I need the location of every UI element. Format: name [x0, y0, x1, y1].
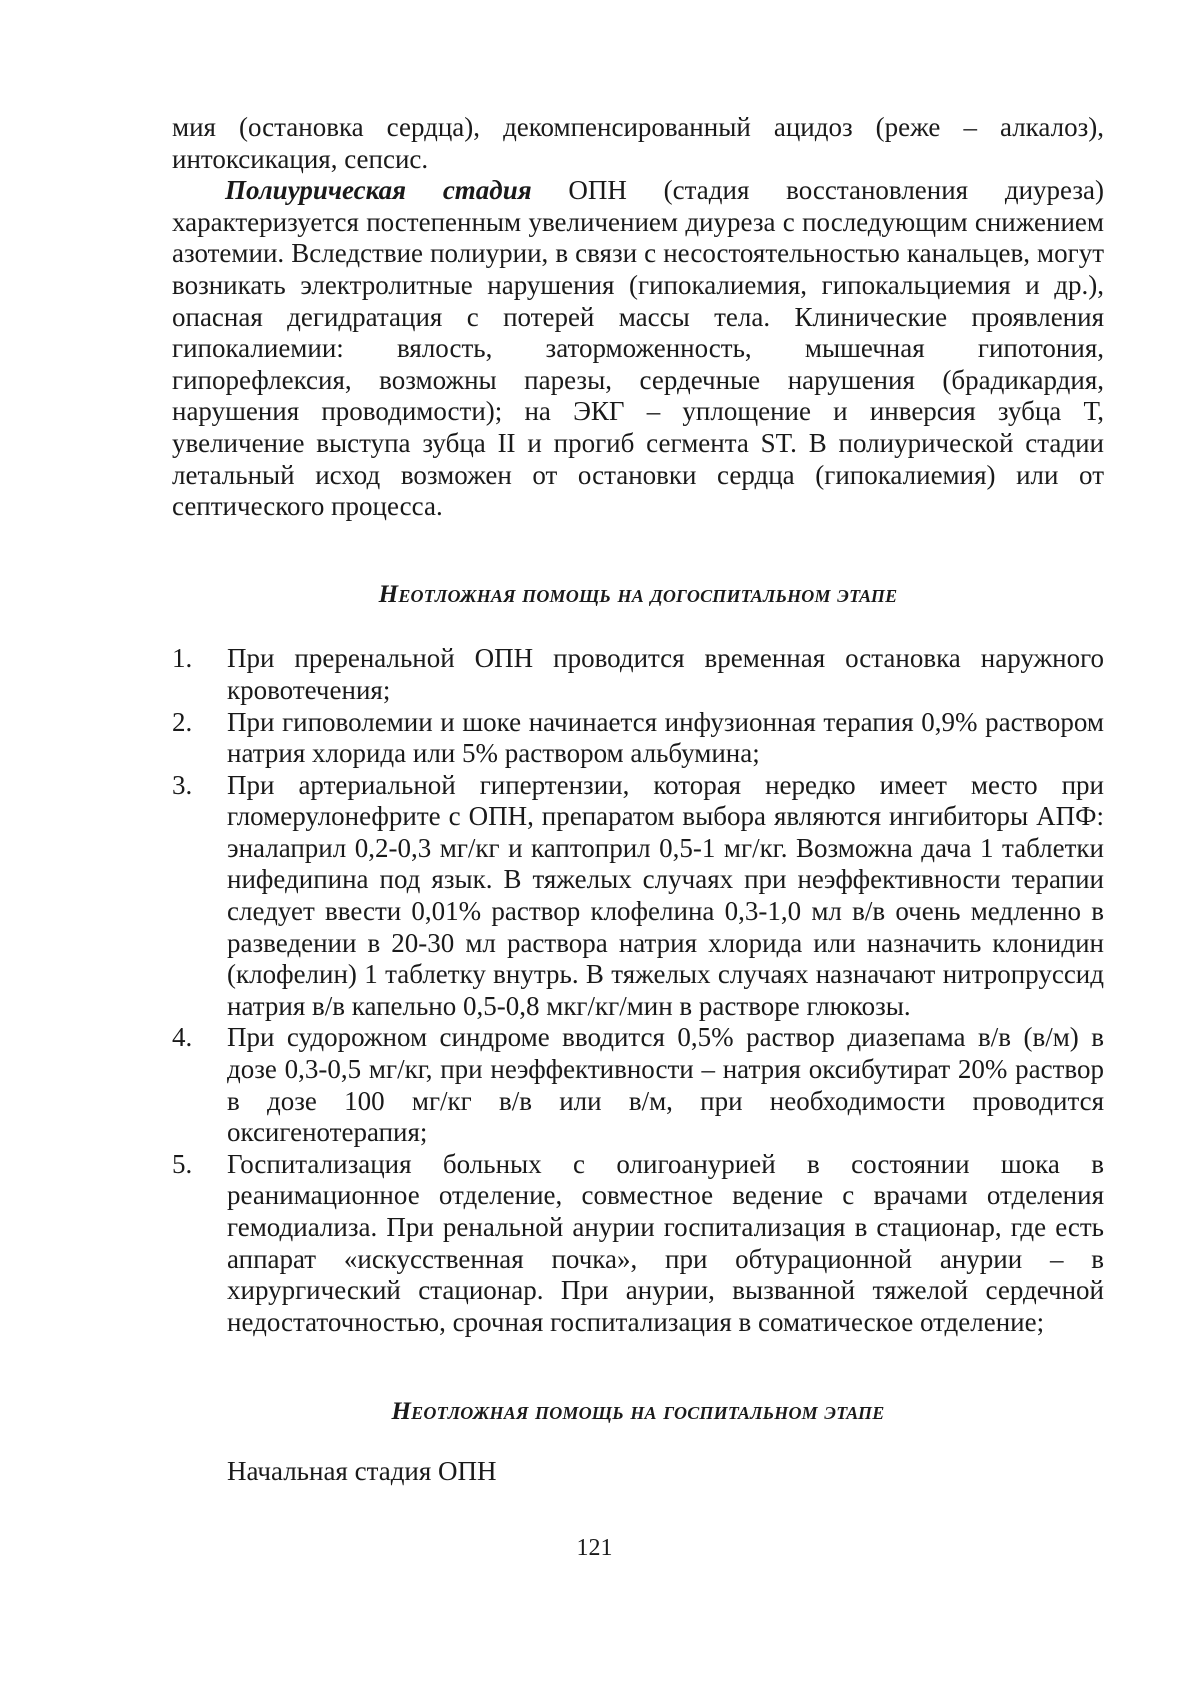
list-item-text: При судорожном синдроме вводится 0,5% раствор диазепама в/в (в/м) в дозе 0,3-0,5 мг/кг, при неэффективности – натрия оксибутират 20% раствор в дозе 100 мг/кг в/в или в/м, при необходимости проводится оксигенотерапия; — [227, 1022, 1104, 1148]
list-item-number: 3. — [172, 769, 193, 800]
list-item — [172, 1022, 1104, 1148]
prehospital-list — [172, 643, 1104, 1338]
list-item-number: 1. — [172, 643, 193, 674]
heading-prehospital: Неотложная помощь на догоспитальном этапе — [378, 580, 898, 608]
list-item — [172, 643, 1104, 706]
list-item-number: 5. — [172, 1148, 193, 1179]
polyuric-stage-paragraph — [172, 175, 1104, 523]
list-item — [172, 1149, 1104, 1339]
page-number: 121 — [576, 1535, 613, 1561]
heading-hospital: Неотложная помощь на госпитальном этапе — [391, 1398, 885, 1426]
polyuric-stage-text: ОПН (стадия восстановления диуреза) характеризуется постепенным увеличением диуреза с последующим снижением азотемии. Вследствие полиурии, в связи с несостоятельностью канальцев, могут возникать электролитные нарушения (гипокалиемия, гипокальциемия и др.), опасная дегидратация с потерей массы тела. Клинические проявления гипокалиемии: вялость, заторможенность, мышечная гипотония, гипорефлексия, возможны парезы, сердечные нарушения (брадикардия, нарушения проводимости); на ЭКГ – уплощение и инверсия зубца Т, увеличение выступа зубца II и прогиб сегмента ST. В полиурической стадии летальный исход возможен от остановки сердца (гипокалиемия) или от септического процесса. — [172, 175, 1105, 522]
list-item — [172, 770, 1104, 1023]
paragraph-continuation: мия (остановка сердца), декомпенсированный ацидоз (реже – алкалоз), интоксикация, сепсис. — [172, 112, 1104, 174]
polyuric-stage-term: Полиурическая стадия — [225, 175, 532, 206]
list-item-text: При артериальной гипертензии, которая нередко имеет место при гломерулонефрите с ОПН, препаратом выбора являются ингибиторы АПФ: эналаприл 0,2-0,3 мг/кг и каптоприл 0,5-1 мг/кг. Возможна дача 1 таблетки нифедипина под язык. В тяжелых случаях при неэффективности терапии следует ввести 0,01% раствор клофелина 0,3-1,0 мл в/в очень медленно в разведении в 20-30 мл раствора натрия хлорида или назначить клонидин (клофелин) 1 таблетку внутрь. В тяжелых случаях назначают нитропруссид натрия в/в капельно 0,5-0,8 мкг/кг/мин в растворе глюкозы. — [227, 769, 1104, 1021]
page-content — [172, 112, 1104, 1488]
list-item-text: При гиповолемии и шоке начинается инфузионная терапия 0,9% раствором натрия хлорида или 5% раствором альбумина; — [227, 706, 1104, 769]
list-item-text: Госпитализация больных с олигоанурией в состоянии шока в реанимационное отделение, совместное ведение с врачами отделения гемодиализа. При ренальной анурии госпитализация в стационар, где есть аппарат «искусственная почка», при обтурационной анурии – в хирургический стационар. При анурии, вызванной тяжелой сердечной недостаточностью, срочная госпитализация в соматическое отделение; — [227, 1148, 1104, 1337]
list-item-number: 4. — [172, 1022, 193, 1053]
stage-label: Начальная стадия ОПН — [227, 1455, 497, 1486]
list-item-number: 2. — [172, 706, 193, 737]
list-item-text: При преренальной ОПН проводится временная остановка наружного кровотечения; — [227, 643, 1104, 705]
list-item — [172, 707, 1104, 770]
